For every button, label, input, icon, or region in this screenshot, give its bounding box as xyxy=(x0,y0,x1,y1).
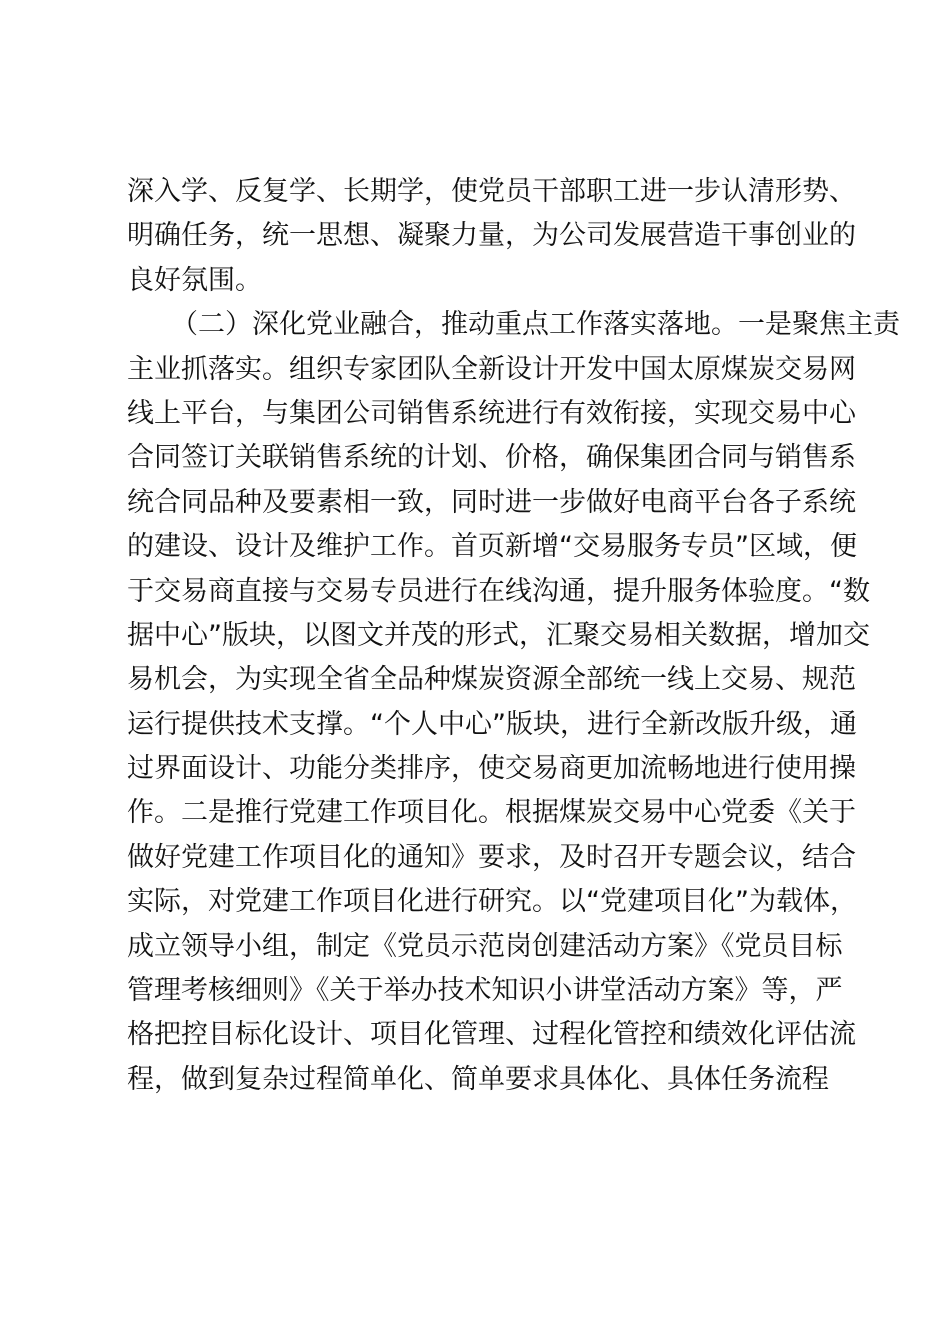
text-line: 格把控目标化设计、项目化管理、过程化管控和绩效化评估流 xyxy=(127,1019,856,1051)
text-line: 过界面设计、功能分类排序，使交易商更加流畅地进行使用操 xyxy=(127,753,856,785)
text-line: 做好党建工作项目化的通知》要求，及时召开专题会议，结合 xyxy=(127,841,856,873)
text-line: 的建设、设计及维护工作。首页新增“交易服务专员”区域，便 xyxy=(127,531,857,563)
text-line: 实际，对党建工作项目化进行研究。以“党建项目化”为载体， xyxy=(127,886,857,918)
text-line: 成立领导小组，制定《党员示范岗创建活动方案》《党员目标 xyxy=(127,930,843,962)
text-line: 深入学、反复学、长期学，使党员干部职工进一步认清形势、 xyxy=(127,176,856,207)
text-line: 统合同品种及要素相一致，同时进一步做好电商平台各子系统 xyxy=(127,486,856,518)
text-line: 合同签订关联销售系统的计划、价格，确保集团合同与销售系 xyxy=(127,442,856,474)
text-line: 明确任务，统一思想、凝聚力量，为公司发展营造干事创业的 xyxy=(127,220,856,252)
body-text xyxy=(127,170,900,1102)
text-line: 于交易商直接与交易专员进行在线沟通，提升服务体验度。“数 xyxy=(127,575,870,607)
text-line: 作。二是推行党建工作项目化。根据煤炭交易中心党委《关于 xyxy=(127,797,856,829)
text-line: 良好氛围。 xyxy=(127,264,262,296)
paragraph-start-line: （二）深化党业融合，推动重点工作落实落地。一是聚焦主责 xyxy=(171,309,900,341)
text-line: 管理考核细则》《关于举办技术知识小讲堂活动方案》等，严 xyxy=(127,975,843,1007)
text-line: 据中心”版块，以图文并茂的形式，汇聚交易相关数据，增加交 xyxy=(127,619,870,651)
text-line: 运行提供技术支撑。“个人中心”版块，进行全新改版升级，通 xyxy=(127,708,857,740)
text-line: 程，做到复杂过程简单化、简单要求具体化、具体任务流程 xyxy=(127,1063,829,1095)
text-line: 线上平台，与集团公司销售系统进行有效衔接，实现交易中心 xyxy=(127,397,856,429)
text-line: 易机会，为实现全省全品种煤炭资源全部统一线上交易、规范 xyxy=(127,664,856,696)
text-line: 主业抓落实。组织专家团队全新设计开发中国太原煤炭交易网 xyxy=(127,353,856,385)
